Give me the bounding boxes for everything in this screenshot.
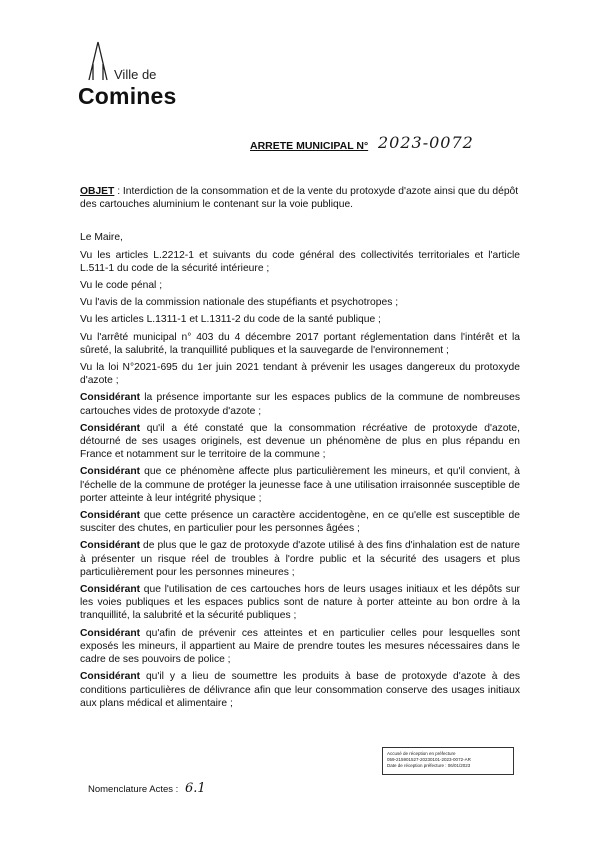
paragraph: Vu le code pénal ;	[80, 280, 163, 292]
objet-text: : Interdiction de la consommation et de la vente du protoxyde d'azote ainsi que du dépôt des cartouches aluminium le contenant sur la voie publique.	[80, 186, 519, 211]
objet-keyword: OBJET	[80, 186, 115, 197]
comines-logo	[78, 40, 188, 110]
decree-body	[80, 185, 520, 714]
paragraph: Considérant que ce phénomène affecte plus particulièrement les mineurs, et qu'il convient, à l'échelle de la commune de protéger la jeunesse face à une utilisation irraisonnée susceptible de porter atteinte à leur intégrité physique ;	[80, 466, 520, 504]
prefecture-receipt-stamp	[382, 747, 514, 775]
paragraph: Considérant que cette présence un caractère accidentogène, en ce qu'elle est susceptible de susciter des chutes, en particulier pour les personnes âgées ;	[80, 510, 520, 535]
logo-text-comines: Comines	[78, 83, 177, 109]
decree-title	[250, 135, 490, 159]
stamp-line: Date de réception préfecture : 06/01/2023	[387, 763, 471, 768]
paragraph: Vu la loi N°2021-695 du 1er juin 2021 tendant à prévenir les usages dangereux du protoxyde d'azote ;	[80, 362, 520, 387]
paragraph: Considérant qu'il y a lieu de soumettre les produits à base de protoxyde d'azote à des conditions particulières de délivrance afin que leur consommation conserve des usages initiaux aux plans médical et alimentaire ;	[80, 671, 520, 709]
church-spire-icon	[78, 40, 118, 82]
paragraph: Considérant que l'utilisation de ces cartouches hors de leurs usages initiaux et les dépôts sur les voies publiques et les espaces publics sont de nature à porter atteinte au bon ordre à la tranquillité, la salubrité et la sécurité publiques ;	[80, 584, 520, 622]
paragraph: Considérant de plus que le gaz de protoxyde d'azote utilisé à des fins d'inhalation est de nature à présenter un risque réel de troubles à l'ordre public et la sécurité des usagers et plus particulièrement pour les personnes mineures ;	[80, 540, 520, 578]
decree-title-label: ARRETE MUNICIPAL N°	[250, 140, 369, 152]
paragraph: Vu les articles L.1311-1 et L.1311-2 du code de la santé publique ;	[80, 314, 381, 326]
paragraph: Le Maire,	[80, 232, 123, 244]
paragraph: Vu les articles L.2212-1 et suivants du code général des collectivités territoriales et l'article L.511-1 du code de la sécurité intérieure ;	[80, 249, 520, 274]
stamp-line: Accusé de réception en préfecture	[387, 751, 456, 756]
paragraph: Vu l'avis de la commission nationale des stupéfiants et psychotropes ;	[80, 297, 399, 309]
logo-text-ville: Ville de	[114, 67, 157, 82]
nomenclature-footer	[88, 781, 206, 796]
nomenclature-label: Nomenclature Actes :	[88, 784, 179, 795]
paragraph: Considérant qu'il a été constaté que la consommation récréative de protoxyde d'azote, détourné de ses usages originels, est devenue un phénomène de plus en plus répandu en France et notamment sur le territoire de la commune ;	[80, 422, 520, 461]
nomenclature-value: 6.1	[184, 781, 206, 796]
paragraph: Vu l'arrêté municipal n° 403 du 4 décembre 2017 portant réglementation dans l'intérêt et la sûreté, la salubrité, la tranquillité publiques et la sauvegarde de l'environnement ;	[80, 331, 520, 356]
objet-paragraph	[80, 185, 520, 211]
paragraph: Considérant qu'afin de prévenir ces atteintes et en particulier celles pour lesquelles sont exposés les mineurs, il appartient au Maire de prendre toutes les mesures nécessaires dans le cadre de ses pouvoirs de police ;	[80, 627, 520, 666]
paragraph: Considérant la présence importante sur les espaces publics de la commune de nombreuses cartouches vides de protoxyde d'azote ;	[80, 392, 520, 417]
stamp-line: 059-215901527-20230101-2023-0072-AR	[387, 757, 471, 762]
decree-number-handwritten: 2023-0072	[378, 133, 474, 152]
